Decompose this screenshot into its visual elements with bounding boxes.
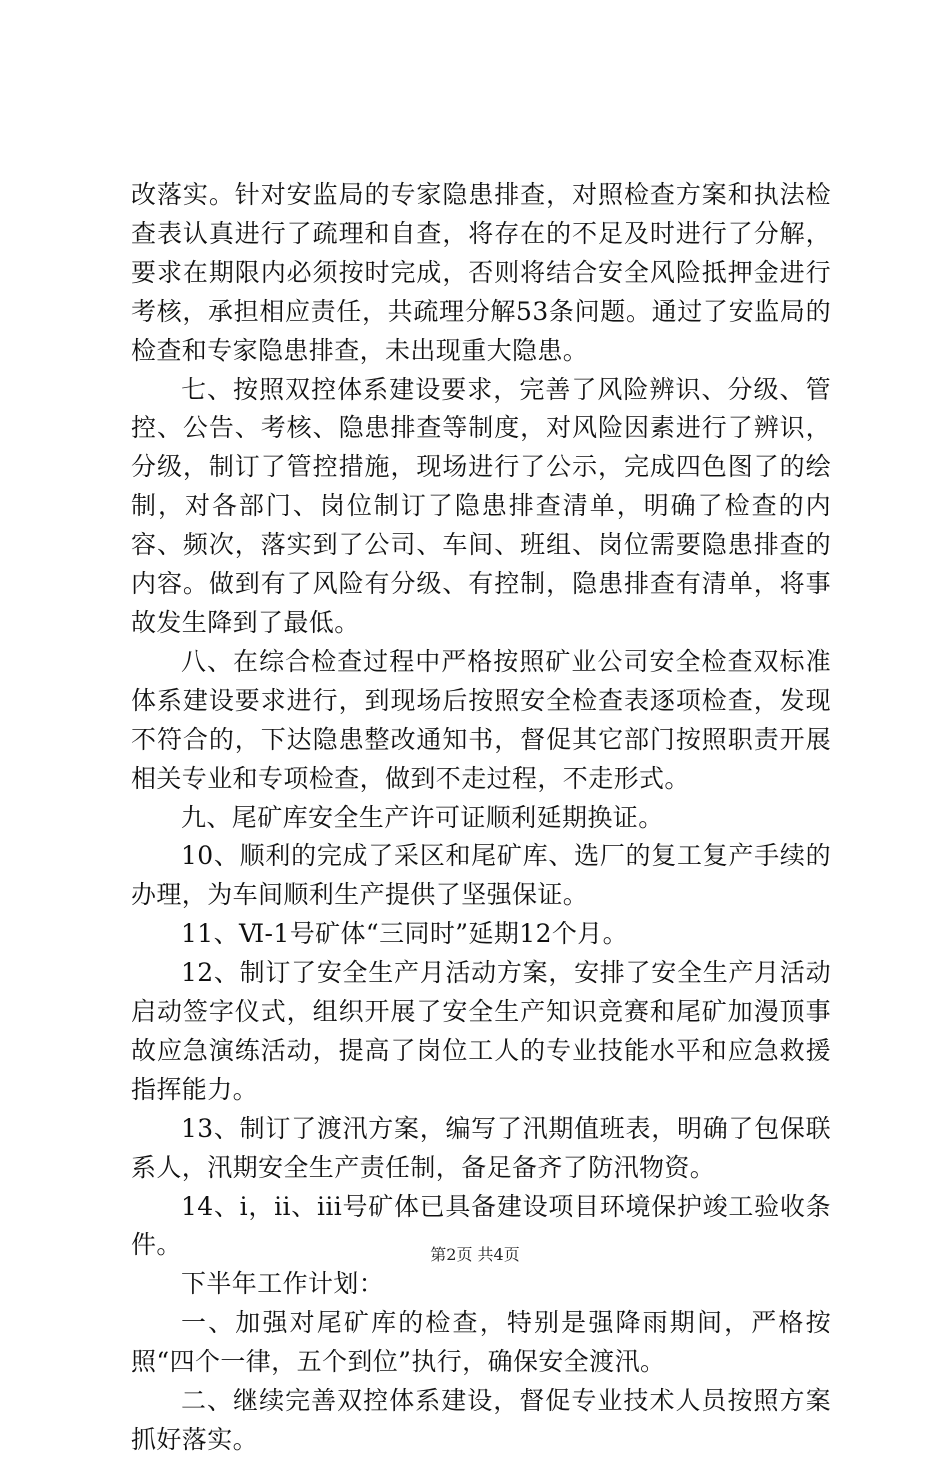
paragraph-item-7: 七、按照双控体系建设要求，完善了风险辨识、分级、管控、公告、考核、隐患排查等制度，对风险因素进行了辨识，分级，制订了管控措施，现场进行了公示，完成四色图了的绘制，对各部门、岗位制订了隐患排查清单，明确了检查的内容、频次，落实到了公司、车间、班组、岗位需要隐患排查的内容。做到有了风险有分级、有控制，隐患排查有清单，将事故发生降到了最低。 — [131, 374, 831, 637]
paragraph-item-9: 九、尾矿库安全生产许可证顺利延期换证。 — [181, 802, 664, 832]
plan-item-2: 二、继续完善双控体系建设，督促专业技术人员按照方案抓好落实。 — [131, 1386, 831, 1454]
paragraph-item-12: 12、制订了安全生产月活动方案，安排了安全生产月活动启动签字仪式，组织开展了安全生产知识竞赛和尾矿加漫顶事故应急演练活动，提高了岗位工人的专业技能水平和应急救援指挥能力。 — [131, 958, 831, 1104]
section-heading-plan: 下半年工作计划： — [181, 1269, 385, 1299]
paragraph-item-13: 13、制订了渡汛方案，编写了汛期值班表，明确了包保联系人，汛期安全生产责任制，备足备齐了防汛物资。 — [131, 1113, 831, 1182]
paragraph-item-8: 八、在综合检查过程中严格按照矿业公司安全检查双标准体系建设要求进行，到现场后按照安全检查表逐项检查，发现不符合的，下达隐患整改通知书，督促其它部门按照职责开展相关专业和专项检查，做到不走过程，不走形式。 — [131, 646, 831, 793]
plan-item-1: 一、加强对尾矿库的检查，特别是强降雨期间，严格按照“四个一律，五个到位”执行，确保安全渡汛。 — [131, 1308, 831, 1377]
paragraph-continuation: 改落实。针对安监局的专家隐患排查，对照检查方案和执法检查表认真进行了疏理和自查，将存在的不足及时进行了分解，要求在期限内必须按时完成，否则将结合安全风险抵押金进行考核，承担相应责任，共疏理分解53条问题。通过了安监局的检查和专家隐患排查，未出现重大隐患。 — [131, 180, 831, 365]
paragraph-item-11: 11、Ⅵ-1号矿体“三同时”延期12个月。 — [181, 919, 629, 949]
paragraph-item-10: 10、顺利的完成了采区和尾矿库、选厂的复工复产手续的办理，为车间顺利生产提供了坚强保证。 — [131, 841, 831, 910]
page-number-footer: 第2页 共4页 — [430, 1245, 520, 1264]
document-body — [131, 176, 831, 1460]
paragraph-item-14: 14、i，ii、iii号矿体已具备建设项目环境保护竣工验收条件。 — [131, 1191, 831, 1260]
